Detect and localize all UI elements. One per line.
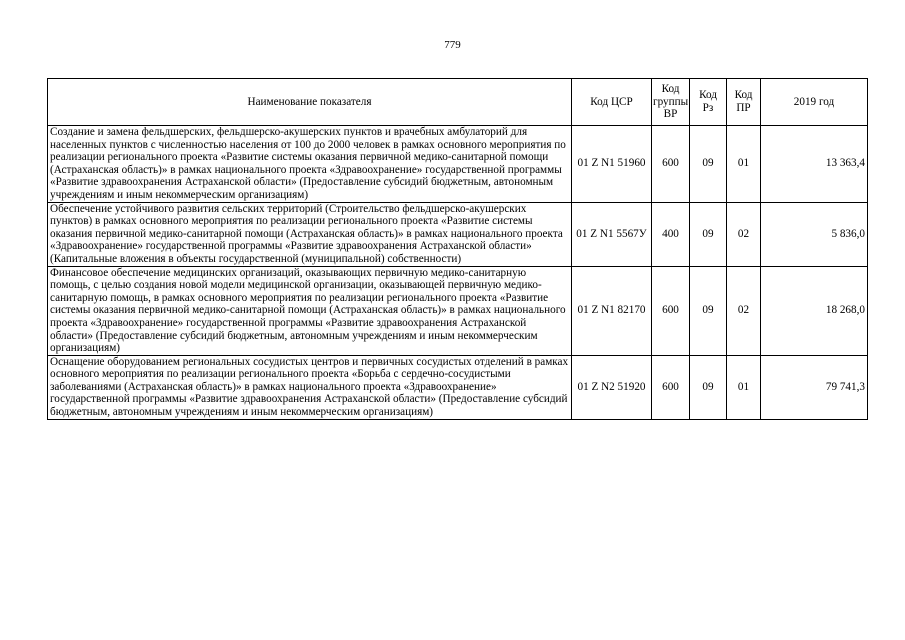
- header-name: Наименование показателя: [48, 79, 572, 126]
- row-name: Создание и замена фельдшерских, фельдшерско-акушерских пунктов и врачебных амбулаторий для населенных пунктов с численностью населения от 100 до 2000 человек в рамках основного мероприятия по реализации регионального проекта «Развитие системы оказания первичной медико-санитарной помощи (Астраханская область)» в рамках национального проекта «Здравоохранение» государственной программы «Развитие здравоохранения Астраханской области» (Предоставление субсидий бюджетным, автономным учреждениям и иным некоммерческим организациям): [48, 126, 572, 203]
- header-year: 2019 год: [761, 79, 868, 126]
- row-name: Финансовое обеспечение медицинских организаций, оказывающих первичную медико-санитарную помощь, с целью создания новой модели медицинской организации, оказывающей первичную медико-санитарную помощь, в рамках основного мероприятия по реализации регионального проекта «Развитие системы оказания первичной медико-санитарной помощи (Астраханская область)» в рамках национального проекта «Здравоохранение» государственной программы «Развитие здравоохранения Астраханской области» (Предоставление субсидий бюджетным, автономным учреждениям и иным некоммерческим организациям): [48, 266, 572, 355]
- row-vr: 400: [652, 202, 690, 266]
- row-amount: 5 836,0: [761, 202, 868, 266]
- row-csr: 01 Z N2 51920: [572, 355, 652, 419]
- row-csr: 01 Z N1 5567У: [572, 202, 652, 266]
- table-row: [48, 266, 868, 355]
- header-pr: Код ПР: [727, 79, 761, 126]
- row-rz: 09: [690, 355, 727, 419]
- row-name: Оснащение оборудованием региональных сосудистых центров и первичных сосудистых отделений в рамках основного мероприятия по реализации регионального проекта «Борьба с сердечно-сосудистыми заболеваниями (Астраханская область)» в рамках национального проекта «Здравоохранение» государственной программы «Развитие здравоохранения Астраханской области» (Предоставление субсидий бюджетным, автономным учреждениям и иным некоммерческим организациям): [48, 355, 572, 419]
- table-header-row: [48, 79, 868, 126]
- row-pr: 01: [727, 355, 761, 419]
- table-row: [48, 355, 868, 419]
- header-rz: Код Рз: [690, 79, 727, 126]
- row-rz: 09: [690, 126, 727, 203]
- row-rz: 09: [690, 266, 727, 355]
- row-vr: 600: [652, 126, 690, 203]
- table-row: [48, 202, 868, 266]
- header-csr: Код ЦСР: [572, 79, 652, 126]
- row-vr: 600: [652, 355, 690, 419]
- row-amount: 79 741,3: [761, 355, 868, 419]
- row-amount: 18 268,0: [761, 266, 868, 355]
- budget-table: [47, 78, 868, 420]
- row-name: Обеспечение устойчивого развития сельских территорий (Строительство фельдшерско-акушерских пунктов) в рамках основного мероприятия по реализации регионального проекта «Развитие системы оказания первичной медико-санитарной помощи (Астраханская область)» в рамках национального проекта «Здравоохранение» государственной программы «Развитие здравоохранения Астраханской области» (Капитальные вложения в объекты государственной (муниципальной) собственности): [48, 202, 572, 266]
- row-amount: 13 363,4: [761, 126, 868, 203]
- row-csr: 01 Z N1 51960: [572, 126, 652, 203]
- row-pr: 02: [727, 266, 761, 355]
- page-number: 779: [444, 39, 461, 51]
- row-pr: 02: [727, 202, 761, 266]
- row-rz: 09: [690, 202, 727, 266]
- header-vr: Код группы ВР: [652, 79, 690, 126]
- row-vr: 600: [652, 266, 690, 355]
- table-row: [48, 126, 868, 203]
- row-pr: 01: [727, 126, 761, 203]
- row-csr: 01 Z N1 82170: [572, 266, 652, 355]
